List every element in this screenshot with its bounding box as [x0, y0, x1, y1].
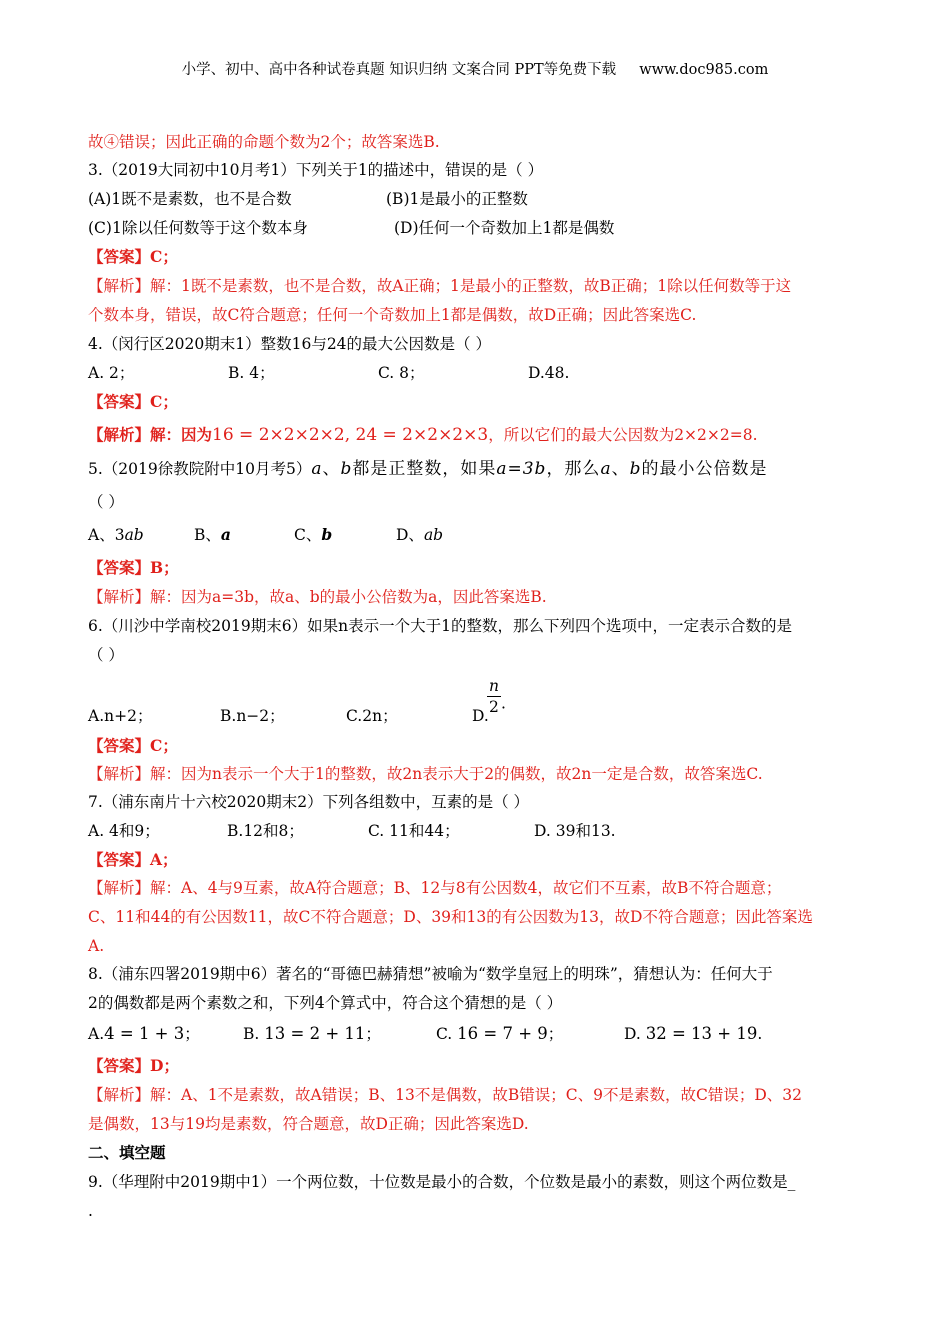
q6-option-d-label: D.	[472, 707, 489, 725]
q5-sep-2: 、	[611, 459, 630, 479]
q3-option-c: (C)1除以任何数等于这个数本身	[88, 219, 308, 237]
q6-explanation: 【解析】解：因为n表示一个大于1的整数，故2n表示大于2的偶数，故2n一定是合数，故答案选C.	[88, 765, 763, 783]
q5-condition: a=3b	[496, 459, 547, 479]
q5-explanation: 【解析】解：因为a=3b，故a、b的最小公倍数为a，因此答案选B.	[88, 588, 547, 606]
q6-option-d-fraction	[487, 676, 506, 717]
q8-options	[88, 1023, 762, 1045]
q5-option-c-label: C、	[294, 526, 322, 544]
q8-option-c	[436, 1023, 624, 1045]
q8-option-b	[243, 1023, 436, 1045]
q6-option-c: C.2n；	[346, 707, 398, 725]
q4-option-a: A. 2；	[88, 364, 135, 382]
q8-option-c-math: 16 = 7 + 9	[457, 1024, 548, 1043]
q4-option-b: B. 4；	[228, 364, 275, 382]
q8-option-a-label: A.	[88, 1025, 105, 1043]
q8-explanation-1: 【解析】解：A、1不是素数，故A错误；B、13不是偶数，故B错误；C、9不是素数，故C错误；D、32	[88, 1086, 802, 1104]
page-header: 小学、初中、高中各种试卷真题 知识归纳 文案合同 PPT等免费下载 www.doc985.com	[181, 62, 769, 78]
q4-explanation-prefix: 【解析】解：因为	[88, 425, 213, 444]
q8-option-a	[88, 1023, 243, 1045]
q5-option-b	[194, 524, 294, 546]
q7-explanation-2: C、11和44的有公因数11，故C不符合题意；D、39和13的有公因数为13，故D不符合题意；因此答案选	[88, 908, 813, 926]
q5-option-b-label: B、	[194, 526, 221, 544]
q8-option-d-label: D.	[624, 1025, 641, 1043]
q5-stem-mid2: ，那么	[546, 459, 601, 479]
q7-explanation-3: A.	[88, 937, 105, 955]
q5-option-a	[88, 524, 194, 546]
q5-option-a-label: A、3	[88, 526, 125, 544]
q9-stem-2: .	[88, 1202, 93, 1220]
q3-options-row1	[88, 188, 528, 210]
q8-option-a-math: 4 = 1 + 3	[104, 1024, 185, 1043]
q7-option-d: D. 39和13.	[534, 822, 616, 840]
q8-option-d	[624, 1023, 762, 1045]
q7-stem: 7.（浦东南片十六校2020期末2）下列各组数中，互素的是（ ）	[88, 793, 530, 811]
q5-option-d-label: D、	[396, 526, 424, 544]
q8-option-b-sep: ；	[365, 1025, 381, 1043]
q5-answer: 【答案】B；	[88, 558, 179, 577]
q6-fraction	[487, 676, 501, 717]
q6-option-d-period: .	[500, 694, 506, 713]
q9-stem-1: 9.（华理附中2019期中1）一个两位数，十位数是最小的合数，个位数是最小的素数，则这个两位数是_	[88, 1173, 796, 1191]
q8-option-b-label: B.	[243, 1025, 260, 1043]
q5-var-a-2: a	[600, 459, 612, 479]
q8-option-b-math: 13 = 2 + 11	[264, 1024, 366, 1043]
q3-option-a: (A)1既不是素数，也不是合数	[88, 190, 292, 208]
q8-stem-1: 8.（浦东四署2019期中6）著名的“哥德巴赫猜想”被喻为“数学皇冠上的明珠”，猜想认为：任何大于	[88, 965, 773, 983]
q5-stem	[88, 458, 767, 480]
q5-var-b: b	[340, 459, 353, 479]
q3-explanation-2: 个数本身，错误，故C符合题意；任何一个奇数加上1都是偶数，故D正确；因此答案选C.	[88, 306, 697, 324]
q4-options	[88, 362, 569, 384]
q3-option-d: (D)任何一个奇数加上1都是偶数	[394, 219, 615, 237]
q3-option-b: (B)1是最小的正整数	[386, 190, 528, 208]
q5-option-d-math: ab	[423, 526, 444, 544]
q3-options-row2	[88, 217, 614, 239]
q5-stem-mid: 都是正整数，如果	[352, 459, 497, 479]
q5-stem-end: 的最小公倍数是	[641, 459, 768, 479]
q8-stem-2: 2的偶数都是两个素数之和，下列4个算式中，符合这个猜想的是（ ）	[88, 994, 563, 1012]
q7-option-a: A. 4和9；	[88, 822, 160, 840]
q7-explanation-1: 【解析】解：A、4与9互素，故A符合题意；B、12与8有公因数4，故它们不互素，故B不符合题意；	[88, 879, 782, 897]
q7-option-b: B.12和8；	[227, 822, 304, 840]
q5-stem-source: 5.（2019徐教院附中10月考5）	[88, 460, 312, 478]
q4-option-d: D.48.	[528, 364, 570, 382]
q8-option-d-period: .	[757, 1025, 763, 1043]
q4-option-c: C. 8；	[378, 364, 425, 382]
q6-fraction-denominator: 2	[489, 698, 499, 716]
q8-option-c-sep: ；	[547, 1025, 564, 1043]
q6-option-b: B.n−2；	[220, 707, 285, 725]
q4-factorization: 16 = 2×2×2×2, 24 = 2×2×2×3	[212, 425, 489, 445]
q6-fraction-numerator: n	[489, 677, 499, 695]
q4-explanation-suffix: ，所以它们的最大公因数为2×2×2=8.	[488, 426, 758, 444]
q8-answer: 【答案】D；	[88, 1056, 179, 1075]
q8-option-d-math: 32 = 13 + 19	[645, 1024, 758, 1043]
q5-options	[88, 524, 443, 546]
q5-var-b-2: b	[629, 459, 642, 479]
q4-answer: 【答案】C；	[88, 392, 178, 411]
q5-option-d	[396, 524, 443, 546]
q4-explanation	[88, 424, 758, 446]
q5-stem-2: （ ）	[88, 493, 124, 511]
q7-option-c: C. 11和44；	[368, 822, 460, 840]
q6-answer: 【答案】C；	[88, 736, 178, 755]
prev-explanation-tail: 故④错误；因此正确的命题个数为2个；故答案选B.	[88, 133, 440, 151]
q5-option-b-math: a	[220, 525, 231, 544]
q6-options	[88, 705, 489, 727]
q6-option-a: A.n+2；	[88, 707, 153, 725]
q8-option-c-label: C.	[436, 1025, 453, 1043]
q8-option-a-sep: ；	[184, 1025, 200, 1043]
q5-sep: 、	[322, 459, 341, 479]
q3-stem: 3.（2019大同初中10月考1）下列关于1的描述中，错误的是（ ）	[88, 161, 544, 179]
section-title-fill-in: 二、填空题	[88, 1143, 166, 1162]
q6-stem-1: 6.（川沙中学南校2019期末6）如果n表示一个大于1的整数，那么下列四个选项中，一定表示合数的是	[88, 617, 792, 635]
q5-option-c-math: b	[321, 525, 333, 544]
q4-stem: 4.（闵行区2020期末1）整数16与24的最大公因数是（ ）	[88, 335, 491, 353]
q8-explanation-2: 是偶数，13与19均是素数，符合题意，故D正确；因此答案选D.	[88, 1115, 529, 1133]
q6-stem-2: （ ）	[88, 646, 124, 664]
q5-option-a-math: ab	[124, 526, 144, 544]
q3-explanation-1: 【解析】解：1既不是素数，也不是合数，故A正确；1是最小的正整数，故B正确；1除以任何数等于这	[88, 277, 792, 295]
q7-answer: 【答案】A；	[88, 850, 178, 869]
q5-option-c	[294, 524, 396, 546]
q5-var-a: a	[311, 459, 323, 479]
q3-answer: 【答案】C；	[88, 247, 178, 266]
q7-options	[88, 820, 616, 842]
